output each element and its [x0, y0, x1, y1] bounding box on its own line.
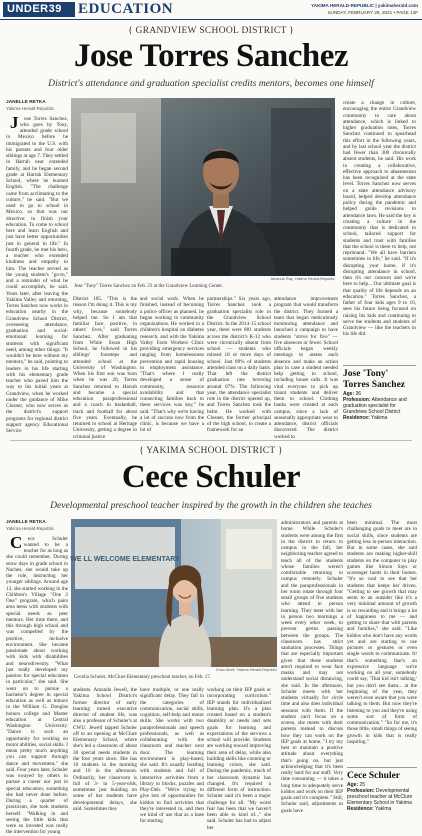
story1-photo-credit: Amanda Ray, Yakima Herald-Republic	[270, 277, 335, 281]
story2-deck: Developmental preschool teacher inspired by the growth in the children she teaches	[50, 500, 372, 511]
story1-residence-label: Residence:	[343, 414, 370, 421]
story1-profile-name: Jose 'Tony' Torres Sanchez	[343, 368, 406, 390]
story2-kicker: { YAKIMA SCHOOL DISTRICT }	[139, 446, 283, 456]
story2-column-3: have multiple, or one really significant delay. They fall in the categories of communication, social skills, cognition, self-help and motor skills. She works with two paraprofessionals and speech professionals, as well as collaborating with the classroom and teacher next door. The learning environment is play-based, she said. It's usually bustling with students and full of interactive activities from a library to blocks, puzzles and Play-Doh. "We're trying to give lots of opportunities for kiddos to find activities that they're interested in, and then we kind of use that as a base for starting	[140, 687, 204, 825]
story1-profession-label: Profession:	[343, 396, 371, 403]
paper-name: YAKIMA HERALD-REPUBLIC | yakimaherald.com	[311, 3, 418, 8]
story1-age-label: Age:	[343, 390, 355, 397]
story1-column-4: partnerships." Six years ago, Torres Sanchez took a graduation specialist role in the Grandview School District. In the 2014-15 school year, there were 881 students across the district's K-12 who were chronically absent from school — students who missed 18 or more days of school. Just 89% of students attended class on a daily basis. That left the district graduation rate hovering around 67%. The following year, the attendance specialist role in the district opened up, and Torres Sanchez took the helm. He worked with Closner, the former principal of the high school, to create a framework for an	[207, 296, 271, 434]
story1-column-2: District 105. "This is the reason I'm doing it. This is my why, because somebody helped me. So I am that familiar face, positive, in others' lives," said Torres Sanchez. After graduating from White Swan High School, he followed in his siblings' footsteps and attended school at the University of Washington. When his first son was born when he was 20, Torres Sanchez returned to Harrah and became a special education paraprofessional and a coach in basketball, track and football for about five years. Eventually, he returned to school at Heritage University, getting a degree in criminal justice	[73, 296, 137, 440]
mural-text: WE LL WELCOME ELEMENTARY	[70, 556, 180, 563]
story1-residence: Yakima	[371, 414, 388, 421]
story2-byline-sub: Yakima Herald-Republic	[6, 526, 55, 532]
story2-column-4: working on their IEP goals or incorporating curriculum." IEP stands for individualized learning plan. It's a plan created based on a student's disability or needs and sets goals for learning and expectations of the services a school will provide. Students are working toward improving their area of delay, while also building skills like counting or learning colors, she said. During the pandemic, much of her classroom dynamic has changed. It's required a different form of instruction. Schuler said it's been a major challenge for all. "My worst fear has been that we haven't been able to kind of..." she said. Schuler has had to adjust her	[207, 687, 271, 831]
story1-photo	[71, 98, 335, 276]
story1-age: 36	[355, 390, 362, 397]
story1-caption: Jose "Tony" Torres Sanchez on Feb. 23 at the Grandview Learning Center.	[74, 284, 223, 289]
story2-caption: Cecelia Schuler, McClure Elementary preschool teacher, on Feb. 17.	[74, 675, 212, 680]
story2-column-2: students. Amanda Jewell, the Yakima School District's former director of early learning turned executive director of student life, was also a professor of Schuler's at CWU. Jewell tapped Schuler off to an opening at McClure Elementary School, where she's led a classroom of about 30 special needs students in the four years since. She has 10 students in the morning and 10 in the afternoon. Ordinarily, her classroom is full of 3- to 5-year-olds, sometimes just building on some of her students have developmental delays, she said. Sometimes they	[73, 687, 137, 812]
story2-photo	[71, 519, 277, 667]
portrait-photo	[71, 98, 335, 276]
story1-profile-box	[343, 362, 416, 421]
story2-profession-label: Profession:	[347, 787, 375, 794]
story2-age-label: Age:	[347, 781, 359, 788]
story2-dropcap: C	[10, 532, 23, 552]
story1-column-1	[6, 100, 68, 436]
story2-residence-label: Residence:	[347, 805, 374, 812]
paper-date: SUNDAY, FEBRUARY 28, 2021 • PAGE 13F	[327, 10, 418, 15]
story2-col1-text: ece Schuler wanted to be a teacher for as long as she could remember. During snow days in grade school in Naches, she would take up the role, instructing her younger siblings. Around age 13, she started working in the Children's Village "One 2 One" program, which pairs area teens with students with special needs as peer mentors. Her time there, and this through high school and was compelled by the positive, inclusive environment. She became passionate about working with kids with disabilities and neurodiversity. "What just really developed my passion for special education in particular," she said. She went on to pursue a bachelor's degree in special education as well as minors in the William G. Douglas honors college and Master education at Central Washington University. "Dance is such an opportunity for working on motor abilities, social skills. I mean pretty much anything you can support through dance and movement," she said. Four years later, Schuler was swayed by others to pursue a career not just in special education, something she had never done before. During a quarter of practicum, she took students herself. "Walking in and seeing the little kids that were so invested was really the intervention for young	[6, 535, 68, 836]
story2-photo-credit: Evan Abell, Yakima Herald-Republic	[216, 668, 277, 672]
story2-column-5: administrators and parents at home. While Schuler's students were among the first in the district to return to campus in the fall, her neighboring teacher agreed to teach all of the students whose families weren't comfortable returning to campus remotely. Schuler and the paraprofessionals in her room rotate through four small groups of five students who attend in person learning. They meet with her in person two mornings a week every other week, to prevent germs passing between the groups. The classroom has strict sanitation processes. Things that are especially important given that these students aren't required to wear face masks and may not understand social distancing, she said. In the afternoon, Schuler meets with her students virtually for circle time and also does individual sessions with them. If the student can't focus on a screen, she meets with their parents instead to discuss how they can work on the IEP goals at home. "I try my best to maintain a positive attitude about everything that's going on, but just acknowledging that it's been really hard for our staff. Very time consuming — it takes a long time to adequately serve kiddos and work on their IEP goals and it's complete." Still, Schuler said, adjustments to goals have	[281, 520, 343, 814]
story1-deck: District's attendance and graduation specialist credits mentors, becomes one himself	[48, 78, 374, 89]
story1-kicker: { GRANDVIEW SCHOOL DISTRICT }	[128, 26, 294, 36]
story1-column-3: and social work. When he finished, instead of becoming a police officer as planned, he began working in community organizations. He worked in a children's hospital on diabetes research, and with the Yakima Valley Farm Workers Clinic providing emergency services ranging from homelessness prevention and rapid housing to employment assistance. "That's where I really developed a sense of community, resource availability and that connecting families back to these services was key," he said. "That's why we're having a lot of success now from the clinic, is because we have a lot of	[140, 296, 204, 434]
classroom-photo	[71, 519, 277, 667]
story2-byline: JANELLE RETKA	[6, 520, 46, 525]
story2-age: 25	[359, 781, 366, 788]
masthead	[0, 0, 422, 20]
story1-dropcap: J	[10, 112, 19, 132]
story1-column-5: attendance improvement program that would transform the district. They formed a team that began meticulously monitoring attendance and launched a campaign to have students "strive for five" — five absences or fewer. School officials began weekly meetings to assess each absence and make an action plan in case a student needed help getting to school, including house calls. It was vital everyone to pick up truant students and deliver them to school. Clothing banks were created at each campus, since a lack of seasonally appropriate wear to attendance, district officials discovered. The district worked to	[274, 296, 338, 440]
story1-col1-text: ose Torres Sanchez, who goes by Tony, attended grade school in Mexico before he immigrated to the U.S. with his parents and four older siblings at age 7. They settled in Harrah near extended family, and he began second grade at Harrah Elementary School, where he learned English. "The challenge came from acclimating to the culture," he said. "But we used to go to school in Mexico, so that was our directive: to finish your education. To come to school here and learn English and just have better opportunities just in general in life." In fourth grade, he met his hero, a teacher who extended kindness and empathy to him. The teacher served as the young student's "go-to," and a reminder of what he could accomplish, he said. Years later, after leaving the Yakima Valley and returning, Torres Sanchez now works in education nearby in the Grandview School District, overseeing attendance, graduation and social-emotional learning for students with significant need, among other things. "It wouldn't be here without my mentors," he said, pointing to leaders in his life starting with his elementary grade teacher who paved him the way to his initial years at Grandview, when he worked under the guidance of Mike Closner, who now serves as the district's support programs for regional district support agency Educational Service	[6, 115, 68, 434]
section-divider	[10, 440, 412, 441]
story2-profile-name: Cece Schuler	[347, 770, 401, 781]
story1-byline: JANELLE RETKA	[6, 100, 46, 105]
story1-column-6: create a change in culture, encouraging the entire Grandview community to care about attendance, which is linked to higher graduation rates, Torres Sanchez continued to spearhead this effort in the following years, and by last school year the district had fewer than 300 chronically absent students, he said. His work in creating a collaborative, effective approach to absenteeism has been recognized at the state level. Torres Sanchez now serves on a state attendance advisory board, helped develop attendance policy during the pandemic and helped guide revisions to attendance laws. He said the key is creating a culture in the community that is dedicated to school, tailored support for students and trust with families that the school is there to help, not reprimand. "We all have barriers sometimes in life," he said. "If it's disrupting your home, if it's disrupting attendance in school, then it's our concern and we're here to help... Our ultimate goal is that quality of life depends on an education." Torres Sanchez, a father of four kids ages 9 to 16, sees his future being focused on raising his kids and continuing to serve the students and students of Grandview — like the teachers in his life did.	[343, 100, 416, 338]
story2-headline: Cece Schuler	[121, 459, 301, 495]
story2-profile-box	[347, 764, 417, 812]
under39-logo: UNDER39	[3, 2, 75, 17]
story1-byline-sub: Yakima Herald-Republic	[6, 106, 55, 112]
story2-residence: Yakima	[375, 805, 392, 812]
story2-column-6: been minimal. The most challenging goals to meet are in social skills, since students are getting less in-person interaction. But in some cases, she said students are making higher-skill students on the computer to play games like Simon Says or scavenger hunts in their homes. "It's so cool to see that her students that keeps her driven. "Getting to see growth that may seem to an outsider like it's a very minimal amount of growth is so rewarding and it brings a lot of happiness to me — and getting to share that with parents and families," she said. "Like kiddos who don't have any words yet and are starting to use pictures or gestures or even single words to communicate. It! that's something that's an expressive language we're working on all year, somebody could say, 'That kid isn't talking,' but you don't see them... at the beginning of the year, they weren't even aware that you were talking to them. But now they're listening to you and they're using some sort of form of communication." "So for me, it's those little, small things of seeing growth in kids that is really inspiring."	[347, 520, 417, 745]
story1-headline: Jose Torres Sanchez	[73, 38, 349, 74]
story1-profession: Attendance and graduation specialist for Grandview School District	[343, 396, 407, 415]
story2-profession: Developmental preschool teacher at McClure Elementary School in Yakima	[347, 787, 413, 806]
story2-column-1	[6, 520, 68, 836]
section-title: EDUCATION	[78, 1, 174, 17]
